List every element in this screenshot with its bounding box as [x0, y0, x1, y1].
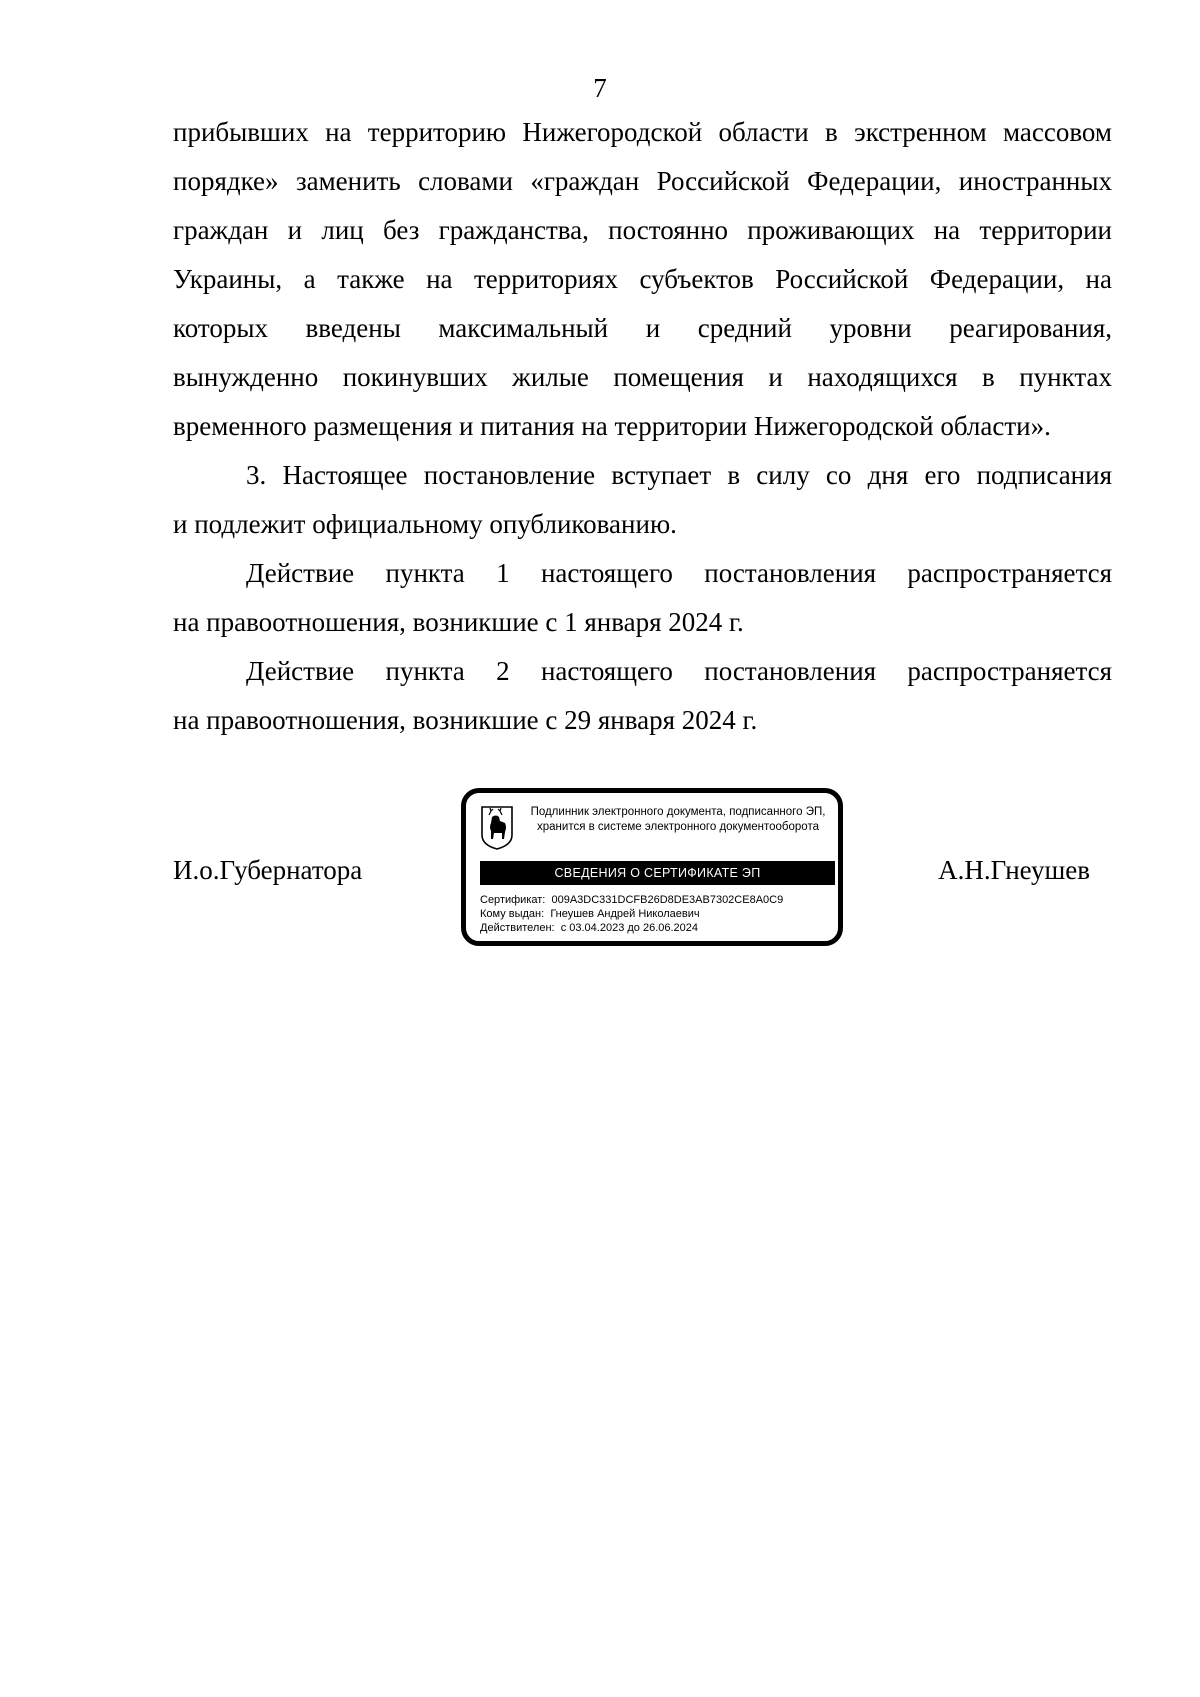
issued-to-label: Кому выдан:: [480, 908, 548, 920]
stamp-caption-line: хранится в системе электронного документооборота: [537, 821, 819, 833]
issued-to-row: [480, 907, 783, 921]
body-line: Украины, а также на территориях субъектов Российской Федерации, на: [173, 264, 1112, 294]
issued-to-value: Гнеушев Андрей Николаевич: [550, 908, 700, 920]
body-line: 3. Настоящее постановление вступает в силу со дня его подписания: [246, 460, 1112, 490]
validity-value: с 03.04.2023 до 26.06.2024: [560, 922, 699, 934]
body-line: на правоотношения, возникшие с 29 января 2024 г.: [173, 705, 758, 735]
body-line: и подлежит официальному опубликованию.: [173, 509, 677, 539]
stamp-caption-line: Подлинник электронного документа, подписанного ЭП,: [530, 806, 826, 818]
body-line: Действие пункта 2 настоящего постановления распространяется: [246, 656, 1112, 686]
signatory-position: И.о.Губернатора: [173, 855, 363, 885]
body-line: прибывших на территорию Нижегородской области в экстренном массовом: [173, 117, 1112, 147]
certificate-info-header: СВЕДЕНИЯ О СЕРТИФИКАТЕ ЭП: [480, 861, 835, 885]
page-number: 7: [593, 73, 607, 103]
body-line: которых введены максимальный и средний уровни реагирования,: [173, 313, 1112, 343]
body-line: временного размещения и питания на территории Нижегородской области».: [173, 411, 1051, 441]
body-line: порядке» заменить словами «граждан Российской Федерации, иностранных: [173, 166, 1112, 196]
body-line: Действие пункта 1 настоящего постановления распространяется: [246, 558, 1112, 588]
certificate-label: Сертификат:: [480, 894, 549, 906]
signatory-name: А.Н.Гнеушев: [938, 855, 1090, 885]
deer-coat-of-arms-icon: [480, 805, 514, 851]
stamp-caption: [520, 805, 836, 835]
electronic-signature-stamp: [461, 788, 843, 946]
body-line: граждан и лиц без гражданства, постоянно проживающих на территории: [173, 215, 1112, 245]
validity-label: Действителен:: [480, 922, 558, 934]
certificate-details: [480, 893, 783, 935]
certificate-value: 009A3DC331DCFB26D8DE3AB7302CE8A0C9: [551, 894, 784, 906]
body-line: вынужденно покинувших жилые помещения и находящихся в пунктах: [173, 362, 1112, 392]
validity-row: [480, 921, 783, 935]
certificate-row: [480, 893, 783, 907]
body-line: на правоотношения, возникшие с 1 января 2024 г.: [173, 607, 744, 637]
document-body: [173, 108, 1112, 745]
